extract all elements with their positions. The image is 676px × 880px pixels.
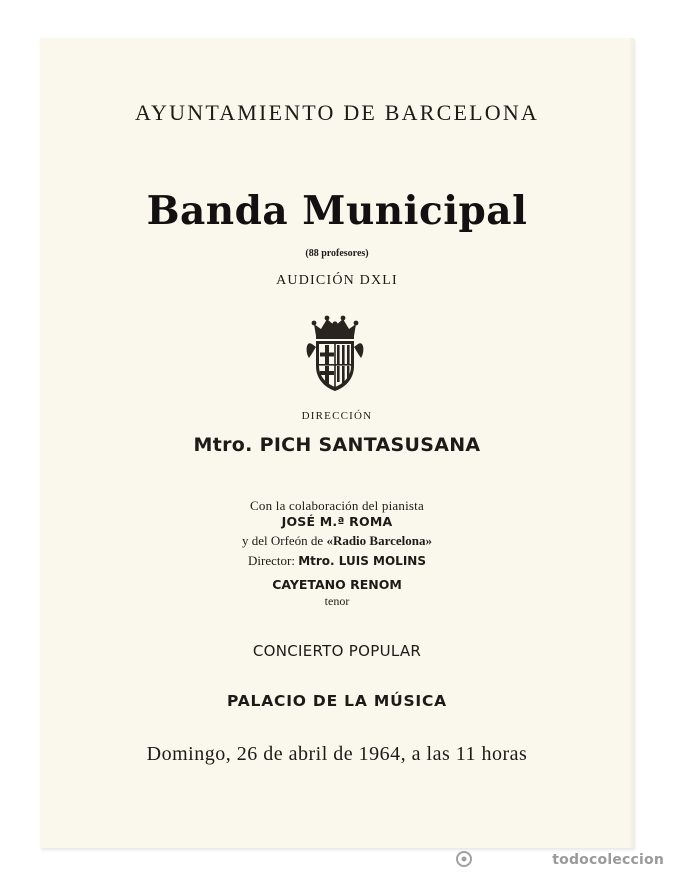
orfeon-prefix: y del Orfeón de xyxy=(241,533,324,548)
direccion-label: DIRECCIÓN xyxy=(301,410,373,422)
tenor-label: tenor xyxy=(324,594,350,608)
header-ayuntamiento: AYUNTAMIENTO DE BARCELONA xyxy=(134,100,539,125)
concierto-label: CONCIERTO POPULAR xyxy=(252,642,422,660)
barcelona-coat-of-arms-icon xyxy=(304,314,366,394)
venue-name: PALACIO DE LA MÚSICA xyxy=(227,692,447,710)
orfeon-director-name: Mtro. LUIS MOLINS xyxy=(298,554,426,568)
program-sheet xyxy=(40,38,634,848)
page-title: Banda Municipal xyxy=(146,188,528,234)
tenor-name: CAYETANO RENOM xyxy=(272,577,402,592)
orfeon-line xyxy=(40,533,634,549)
subtitle-profesores: (88 profesores) xyxy=(305,248,369,259)
director-name: Mtro. PICH SANTASUSANA xyxy=(193,434,481,456)
orfeon-director-label: Director: xyxy=(248,553,295,568)
colaboracion-text: Con la colaboración del pianista xyxy=(250,498,424,513)
orfeon-director-line xyxy=(40,553,634,569)
orfeon-name: «Radio Barcelona» xyxy=(326,533,433,548)
audicion-label: AUDICIÓN DXLI xyxy=(276,273,398,288)
todocoleccion-logo-icon xyxy=(456,851,472,867)
watermark-text: todocoleccion xyxy=(552,852,664,868)
event-date: Domingo, 26 de abril de 1964, a las 11 horas xyxy=(146,743,528,765)
pianista-name: JOSÉ M.ª ROMA xyxy=(281,514,393,529)
